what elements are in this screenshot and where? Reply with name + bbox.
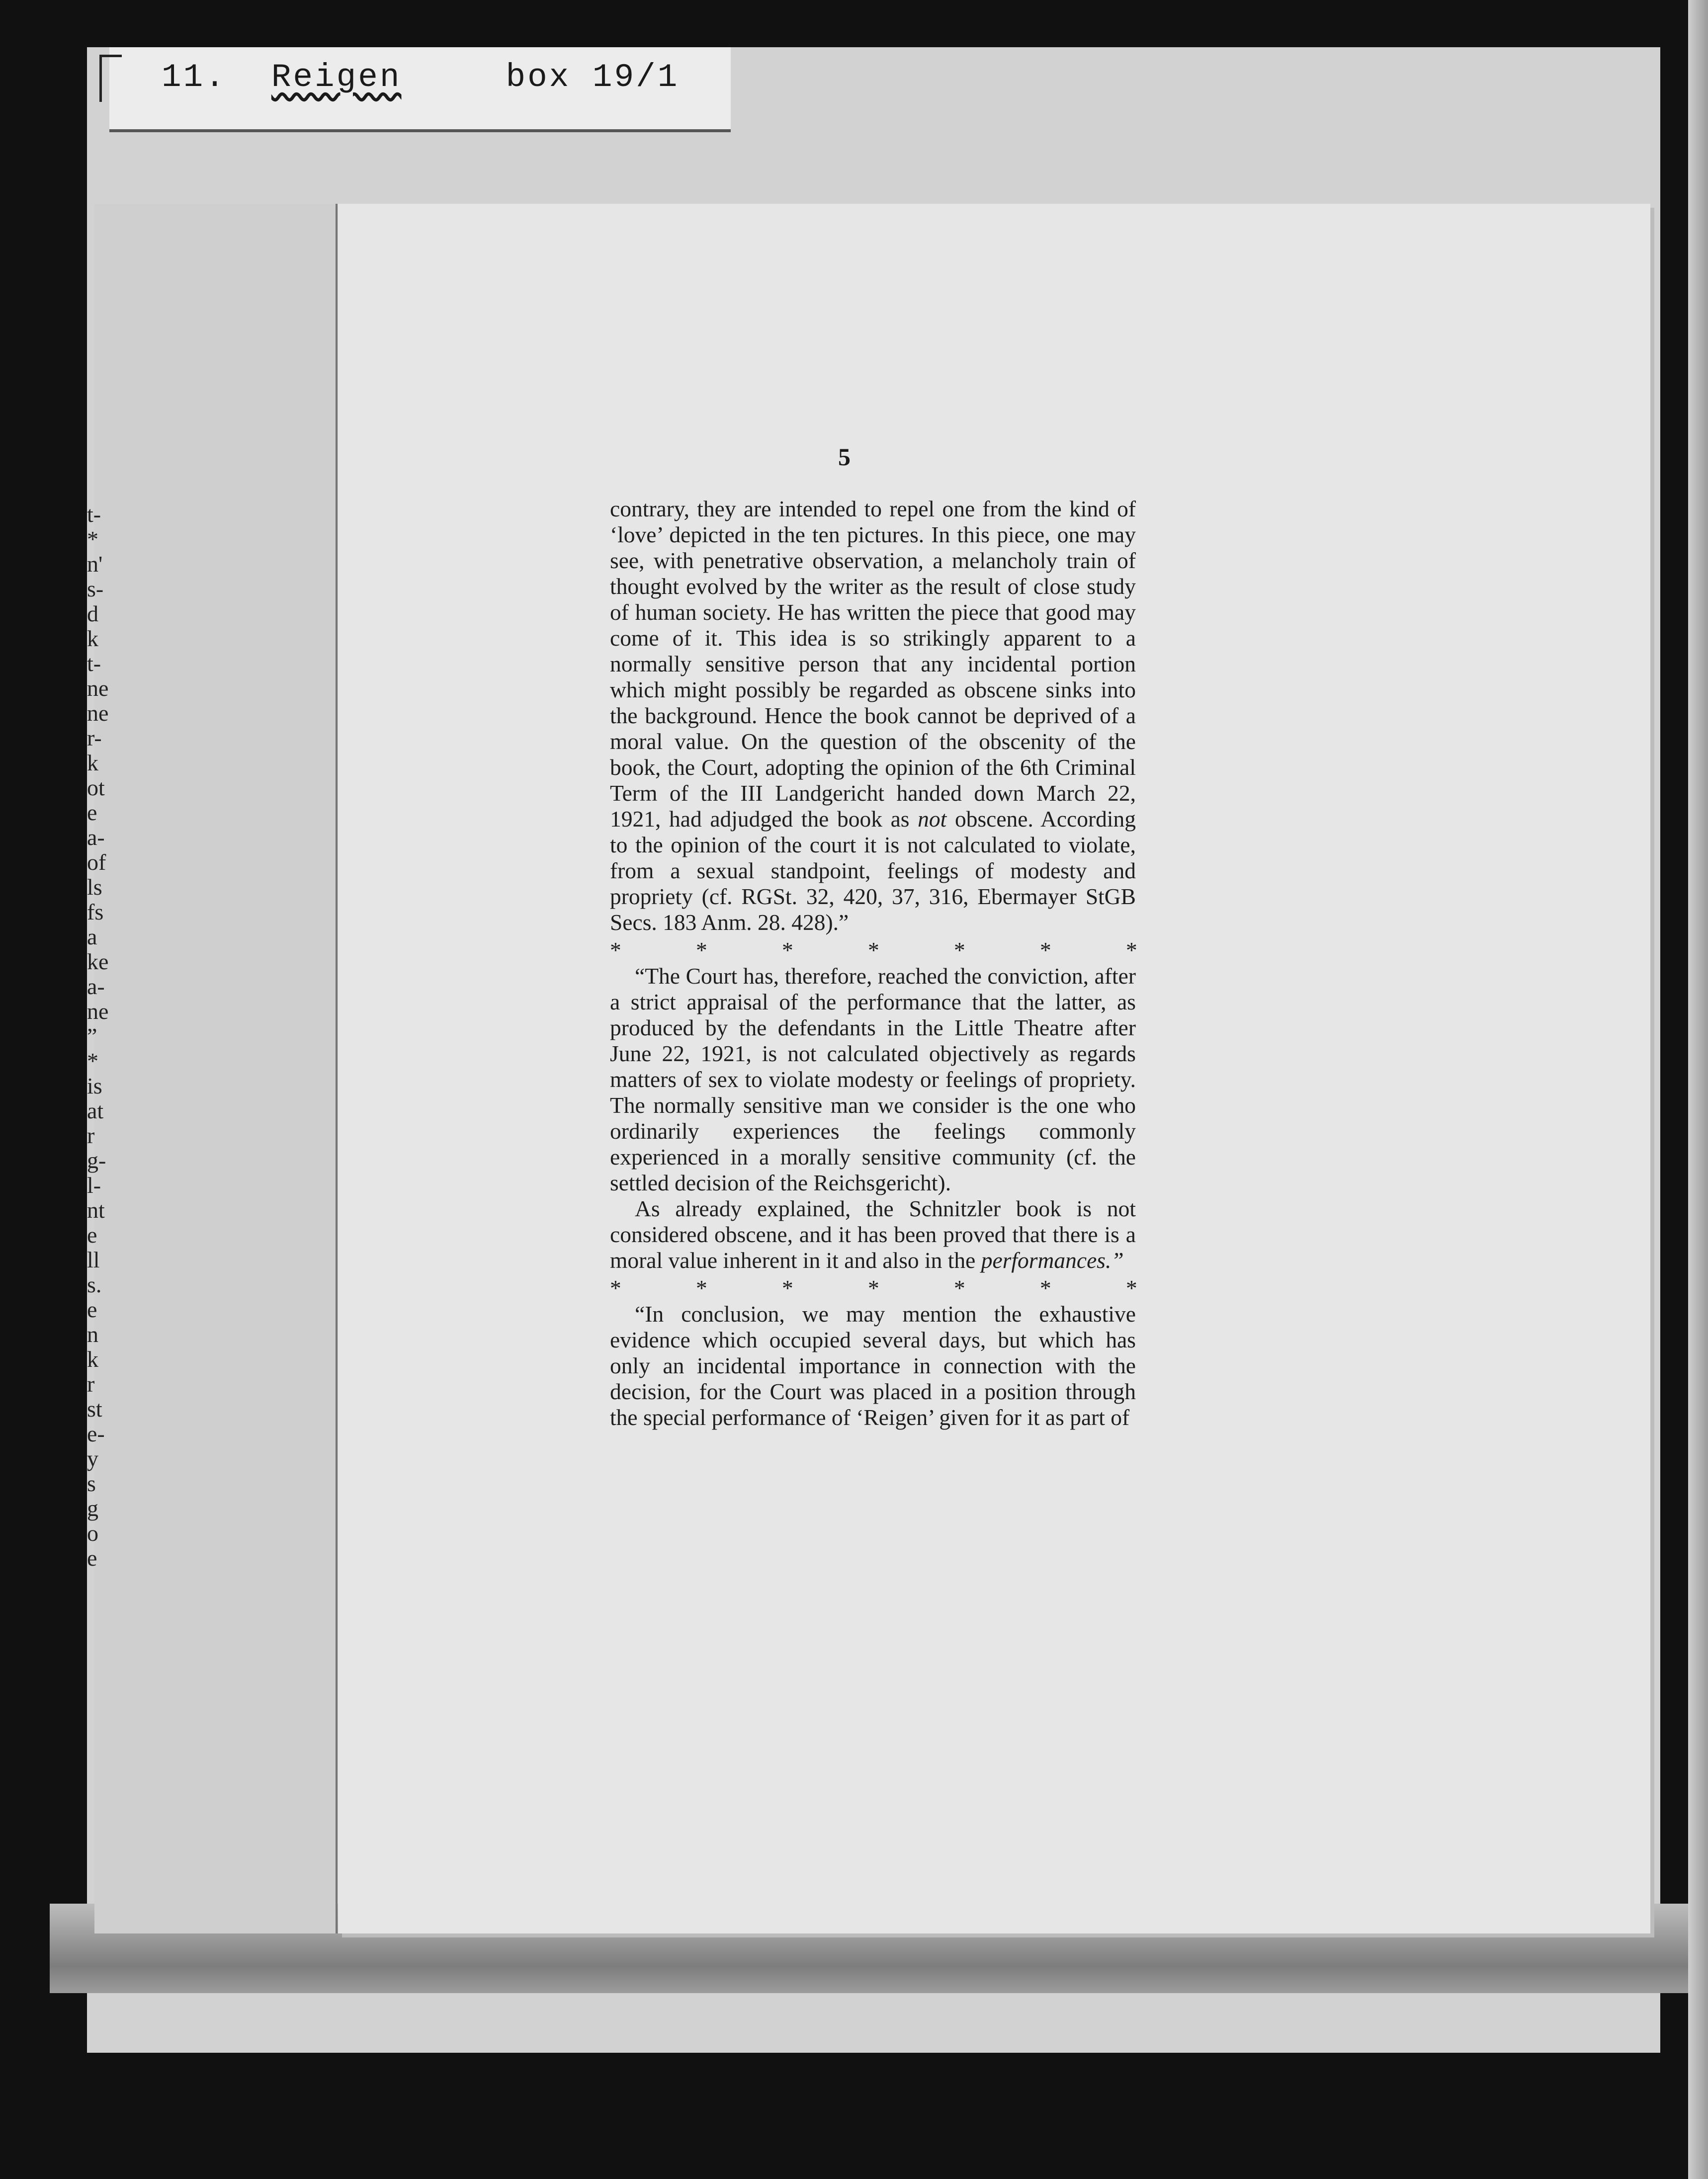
- paragraph-1: contrary, they are intended to repel one from the kind of ‘love’ depicted in the ten pictures. In this piece, one may see, with penetrative observation, a melancholy train of thought evolved by the writer as the result of close study of human society. He has written the piece that good may come of it. This idea is so strikingly apparent to a normally sensitive person that any incidental portion which might possibly be regarded as obscene sinks into the background. Hence the book cannot be deprived of a moral value. On the question of the obscenity of the book, the Court, adopting the opinion of the 6th Criminal Term of the III Landgericht handed down March 22, 1921, had adjudged the book as not obscene. According to the opinion of the court it is not calculated to violate, from a sexual standpoint, feelings of modesty and propriety (cf. RGSt. 32, 420, 37, 316, Ebermayer StGB Secs. 183 Anm. 28. 428).”: [610, 496, 1136, 935]
- label-box-number: box 19/1: [506, 59, 680, 96]
- left-fragment-line: ot: [87, 775, 105, 800]
- label-title: Reigen: [271, 59, 402, 96]
- left-page-text-fragments: [87, 502, 117, 1571]
- left-fragment-line: ls: [87, 874, 102, 900]
- left-fragment-line: n: [87, 1322, 98, 1347]
- left-fragment-line: *: [87, 526, 98, 552]
- left-fragment-line: k: [87, 750, 98, 775]
- left-fragment-line: nt: [87, 1197, 105, 1223]
- left-fragment-line: k: [87, 626, 98, 651]
- left-fragment-line: e: [87, 1222, 97, 1248]
- left-fragment-line: st: [87, 1396, 102, 1422]
- left-fragment-line: d: [87, 601, 98, 626]
- left-fragment-line: o: [87, 1520, 98, 1546]
- emphasis-performances: performances.”: [981, 1248, 1124, 1273]
- left-fragment-line: fs: [87, 899, 104, 924]
- left-fragment-line: e: [87, 1297, 97, 1322]
- corner-mark: [99, 55, 122, 102]
- left-page: [94, 204, 338, 1933]
- left-fragment-line: ll: [87, 1247, 100, 1272]
- paragraph-2: “The Court has, therefore, reached the conviction, after a strict appraisal of the performance that the latter, as produced by the defendants in the Little Theatre after June 22, 1921, is not calculated objectively as regards matters of sex to violate modesty or feelings of propriety. The normally sensitive man we consider is the one who ordinarily experiences the feelings commonly experienced in a morally sensitive community (cf. the settled decision of the Reichsgericht).: [610, 963, 1136, 1195]
- left-fragment-line: e: [87, 1545, 97, 1571]
- left-fragment-line: a-: [87, 974, 105, 999]
- archive-label-text: [162, 59, 679, 96]
- separator-stars: * * * * * * *: [610, 937, 1137, 963]
- left-fragment-line: at: [87, 1098, 104, 1123]
- page-number: 5: [838, 443, 851, 471]
- left-fragment-line: s: [87, 1471, 96, 1496]
- left-fragment-line: y: [87, 1446, 98, 1471]
- left-fragment-line: ne: [87, 999, 109, 1024]
- left-fragment-line: t-: [87, 651, 101, 676]
- left-fragment-line: g-: [87, 1148, 106, 1173]
- left-fragment-line: *: [87, 1048, 98, 1074]
- paragraph-3: As already explained, the Schnitzler book is not considered obscene, and it has been proved that there is a moral value inherent in it and also in the performances.”: [610, 1196, 1136, 1273]
- left-fragment-line: ne: [87, 675, 109, 701]
- left-fragment-line: r: [87, 1371, 95, 1397]
- left-fragment-line: n': [87, 551, 103, 577]
- left-fragment-line: is: [87, 1073, 102, 1098]
- left-fragment-line: a: [87, 924, 97, 949]
- left-fragment-line: e-: [87, 1421, 105, 1446]
- left-fragment-line: l-: [87, 1173, 101, 1198]
- left-fragment-line: e: [87, 800, 97, 825]
- left-fragment-line: k: [87, 1346, 98, 1372]
- left-fragment-line: ne: [87, 700, 109, 726]
- left-fragment-line: g: [87, 1496, 98, 1521]
- left-fragment-line: ke: [87, 949, 109, 974]
- left-fragment-line: r-: [87, 725, 102, 751]
- left-fragment-line: ”: [87, 1023, 97, 1049]
- label-number: 11.: [162, 59, 227, 96]
- left-fragment-line: s-: [87, 576, 104, 601]
- left-fragment-line: r: [87, 1123, 95, 1148]
- text-column: [610, 496, 1136, 1430]
- left-fragment-line: t-: [87, 502, 101, 527]
- left-fragment-line: a-: [87, 825, 105, 850]
- separator-stars-2: * * * * * * *: [610, 1275, 1137, 1301]
- emphasis-not: not: [918, 806, 947, 832]
- paragraph-4: “In conclusion, we may mention the exhaustive evidence which occupied several days, but which has only an incidental importance in connection with the decision, for the Court was placed in a position through the special performance of ‘Reigen’ given for it as part of: [610, 1301, 1136, 1430]
- left-fragment-line: s.: [87, 1272, 102, 1297]
- left-fragment-line: of: [87, 849, 106, 875]
- scan-edge-right: [1688, 0, 1708, 2179]
